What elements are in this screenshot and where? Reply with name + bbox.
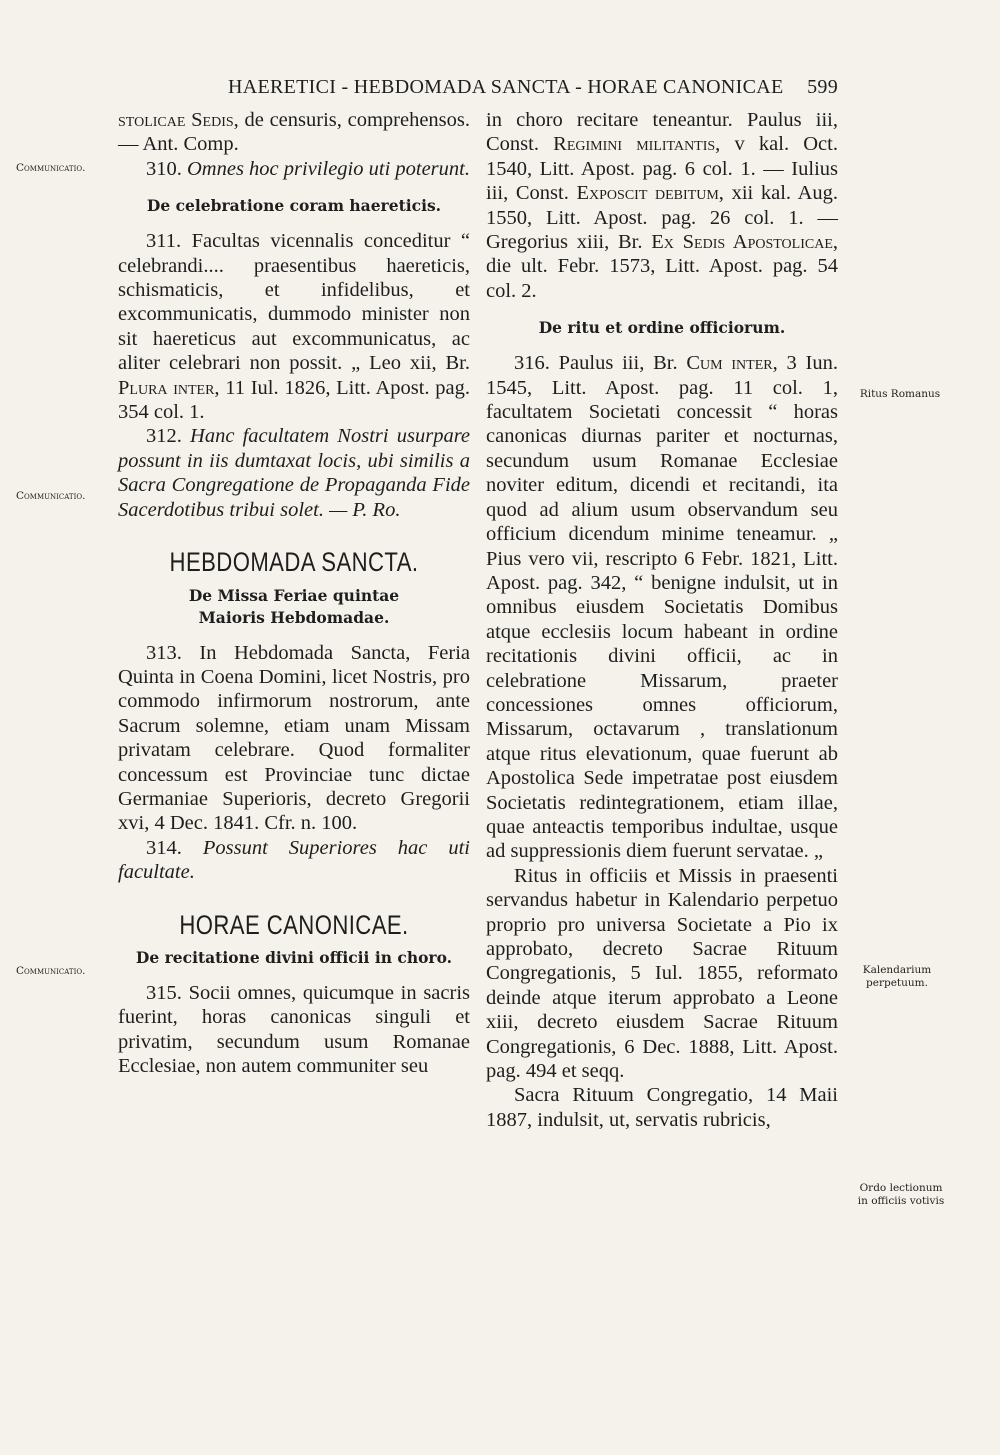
section-subheading-ritu: De ritu et ordine officiorum. [538, 318, 786, 338]
italic-text: Omnes hoc privilegio uti poterunt. [187, 157, 470, 180]
small-caps-text: Exposcit debitum, [576, 182, 724, 205]
italic-text: Hanc facultatem Nostri usurpare possunt in iis dumtaxat locis, ubi similis a Sacra Congregatione de Propaganda Fide Sacerdotibus tribui solet. — P. Ro. [118, 425, 471, 521]
paragraph-text: xii kal. Aug. 1550, Litt. Apost. pag. 26 col. 1. — Gregorius xiii, Br. [486, 182, 838, 254]
subheading-line: De Missa Feriae quintae [188, 585, 400, 605]
margin-note-ordo-lectionum: Ordo lectionum in officiis votivis [857, 1182, 945, 1207]
italic-text: Possunt Superiores hac uti facultate. [118, 836, 471, 884]
small-caps-text: Cum inter, [686, 352, 778, 375]
running-header [118, 76, 838, 106]
paragraph-314 [118, 836, 470, 885]
paragraph-text: 3 Iun. 1545, Litt. Apost. pag. 11 col. 1, facultatem Societati concessit “ horas canonicas diurnas pariter et nocturnas, secundum usum Romanae Ecclesiae noviter editum, dicendi et recitandi, ita quod ad alium usum observandum seu officium dicendum minime teneamur. „ Pius vero vii, rescripto 6 Febr. 1821, Litt. Apost. pag. 342, “ benigne indulsit, ut in omnibus eiusdem Societatis Domibus atque ecclesiis locum habeant in ordine recitationis divini officii, ac in celebratione Missarum, praeter concessiones omnes officiorum, Missarum, octavarum , translationum atque ritus elevationum, quae fuerunt ab Apostolica Sede impetratae post eiusdem Societatis redintegrationem, etiam illae, quae anteactis temporibus indultae, usque ad suppressionis diem fuerunt servatae. „ [486, 352, 838, 863]
section-subheading: De celebratione coram haereticis. [146, 196, 442, 216]
right-column [486, 108, 838, 1132]
paragraph-text: 311. Facultas vicennalis conceditur “ celebrandi.... praesentibus haereticis, schismaticis, et infidelibus, et excommunicatis, dummodo minister non sit haereticus aut excommunicatus, ac aliter celebrari non possit. „ Leo xii, Br. [118, 230, 470, 375]
section-subheading-recitatione: De recitatione divini officii in choro. [135, 947, 453, 967]
paragraph-text: die ult. Febr. 1573, Litt. Apost. pag. 54 col. 2. [486, 255, 838, 302]
paragraph-continuation [118, 108, 470, 157]
paragraph-text: de censuris, comprehensos. — Ant. Comp. [118, 109, 470, 156]
paragraph-number: 314. [146, 836, 203, 859]
paragraph-text: 316. Paulus iii, Br. [514, 352, 687, 375]
paragraph-313: 313. In Hebdomada Sancta, Feria Quinta in Coena Domini, licet Nostris, pro commodo infirmorum nostrorum, ante Sacrum solemne, etiam unam Missam privatam celebrare. Quod formaliter concessum est Provinciae tunc dictae Germaniae Superioris, decreto Gregorii xvi, 4 Dec. 1841. Cfr. n. 100. [118, 641, 470, 835]
subheading-line: Maioris Hebdomadae. [198, 607, 390, 627]
paragraph-continuation [486, 108, 838, 303]
paragraph-number: 312. [146, 425, 191, 448]
paragraph-ritus: Ritus in officiis et Missis in praesenti servandus habetur in Kalendario perpetuo proprio pro universa Societate a Pio ix approbato, decreto Sacrae Rituum Congregationis, 5 Iul. 1855, reformato deinde atque iterum approbato a Leone xiii, decreto eiusdem Sacrae Rituum Congregationis, 6 Dec. 1888, Litt. Apost. pag. 494 et seqq. [486, 864, 838, 1083]
paragraph-312 [118, 424, 470, 522]
paragraph-sacra: Sacra Rituum Congregatio, 14 Maii 1887, indulsit, ut, servatis rubricis, [486, 1084, 838, 1131]
section-heading-hebdomada: HEBDOMADA SANCTA. [169, 547, 419, 578]
page-number: 599 [807, 76, 838, 98]
margin-note-kalendarium: Kalendarium perpetuum. [862, 964, 932, 989]
margin-note-ritus-romanus: Ritus Romanus [859, 388, 941, 400]
margin-note-communicatio-2: Communicatio. [16, 490, 86, 502]
small-caps-text: Regimini militantis, [553, 133, 721, 156]
section-subheading-missa [118, 585, 470, 629]
paragraph-number: 310. [146, 157, 187, 180]
paragraph-text: 11 Iul. 1826, Litt. Apost. pag. 354 col. 1. [118, 376, 470, 424]
paragraph-311 [118, 229, 470, 424]
left-column [118, 108, 470, 1079]
running-title: HAERETICI - HEBDOMADA SANCTA - HORAE CANONICAE [228, 76, 784, 98]
paragraph-text: in choro recitare teneantur. Paulus iii, Const. [486, 109, 838, 156]
section-heading-horae: HORAE CANONICAE. [179, 909, 409, 940]
paragraph-315: 315. Socii omnes, quicumque in sacris fuerint, horas canonicas singuli et privatim, secundum usum Romanae Ecclesiae, non autem communiter seu [118, 981, 470, 1078]
paragraph-text: v kal. Oct. 1540, Litt. Apost. pag. 6 col. 1. — Iulius iii, Const. [486, 133, 838, 205]
paragraph-310 [118, 157, 470, 181]
margin-note-communicatio-3: Communicatio. [16, 965, 86, 977]
margin-note-communicatio-1: Communicatio. [16, 162, 86, 174]
small-caps-text: stolicae Sedis, [118, 109, 239, 131]
small-caps-text: Plura inter, [118, 376, 220, 399]
small-caps-text: Ex Sedis Apostolicae, [651, 231, 839, 254]
paragraph-316 [486, 351, 838, 864]
